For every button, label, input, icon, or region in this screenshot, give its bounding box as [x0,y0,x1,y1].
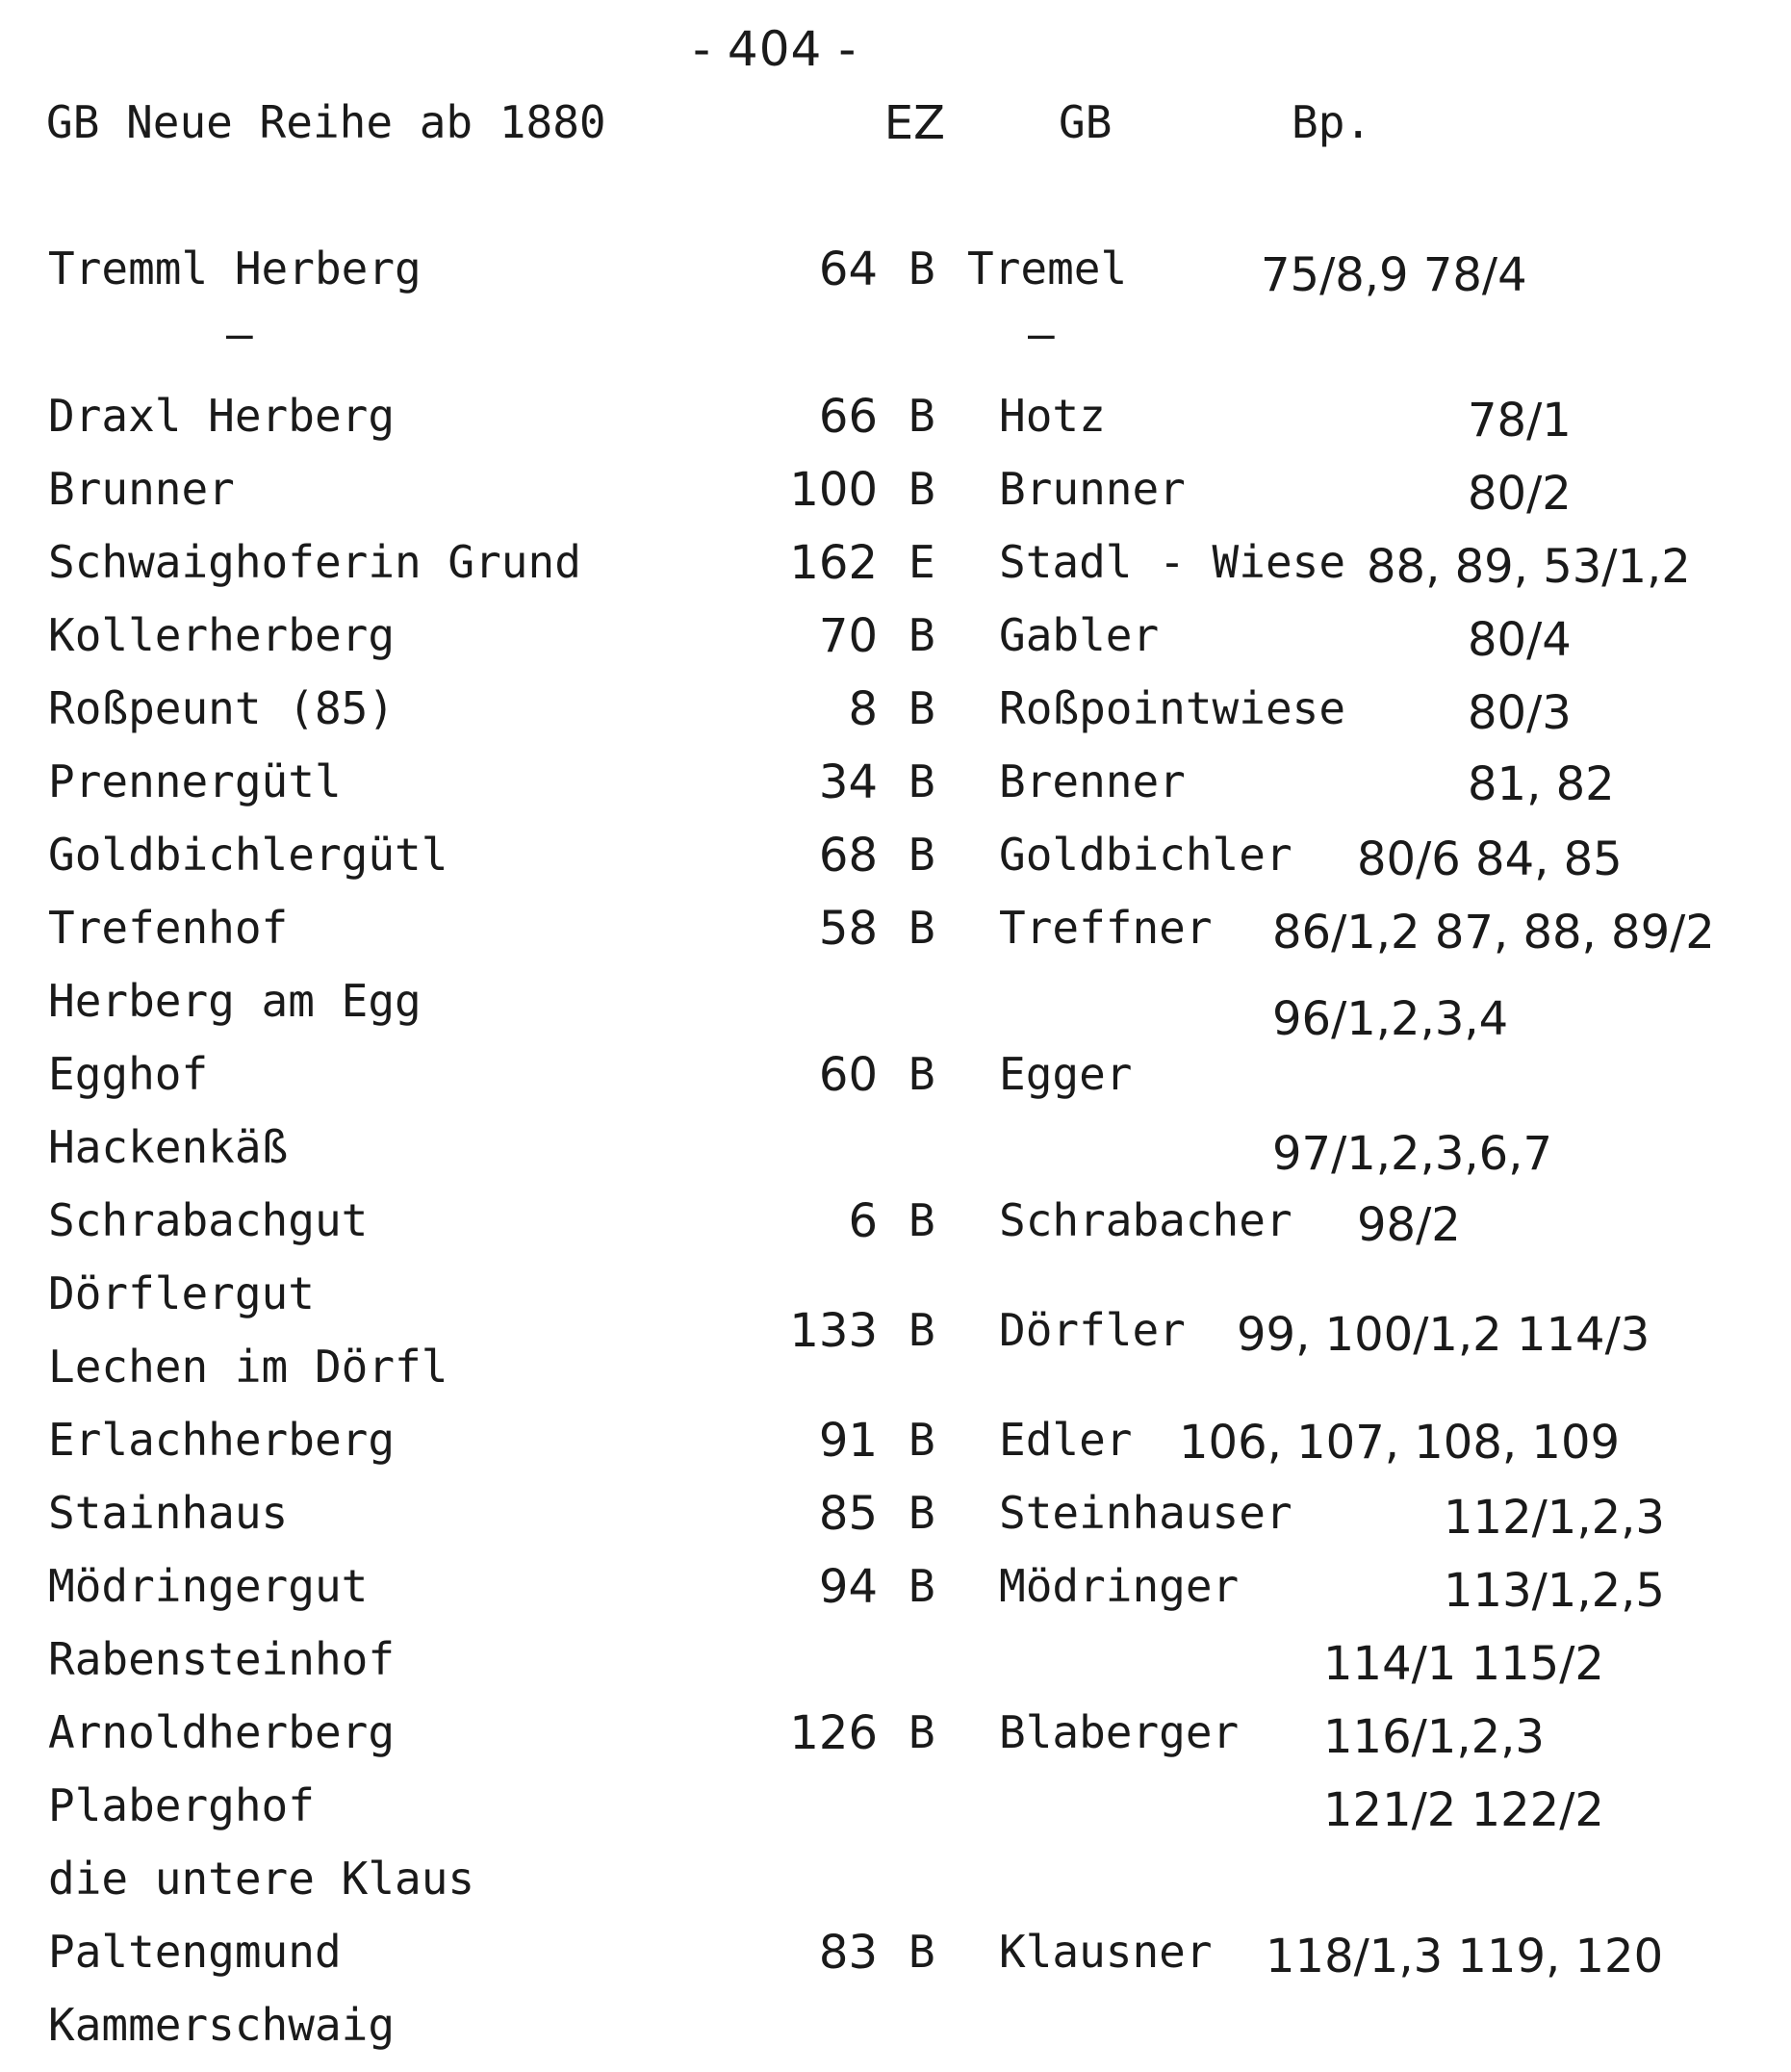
table-row [0,536,1791,609]
ez-number: 58 [818,902,878,956]
header-title: GB Neue Reihe ab 1880 [46,96,606,148]
ez-number: 85 [818,1487,878,1541]
entry-type: B [908,902,935,954]
parcel-numbers: 112/1,2,3 [1444,1491,1665,1545]
farm-name: Stainhaus [48,1487,289,1539]
farm-name: Arnoldherberg [48,1706,396,1758]
entry-type: B [908,1487,935,1539]
parcel-numbers: 86/1,2 87, 88, 89/2 [1272,906,1715,959]
table-row [0,1999,1791,2072]
ez-number: 70 [818,609,878,663]
parcel-numbers: 88, 89, 53/1,2 [1367,540,1691,594]
table-row [0,1853,1791,1926]
table-row [0,390,1791,463]
owner-name: Brunner [999,463,1186,515]
farm-name: die untere Klaus [48,1853,475,1905]
table-row [0,1048,1791,1121]
entry-type: B [908,463,935,515]
farm-name: Dörflergut [48,1267,315,1319]
table-row [0,682,1791,755]
parcel-numbers: 75/8,9 78/4 [1261,248,1527,302]
ditto-dash: – [1028,308,1055,360]
owner-name: Mödringer [999,1560,1240,1612]
owner-name: Dörfler [999,1304,1186,1356]
ez-number: 100 [789,463,878,517]
header-bp: Bp. [1292,96,1372,148]
entry-type: B [908,1926,935,1978]
table-row [0,1341,1791,1414]
owner-name: Brenner [999,755,1186,807]
farm-name: Kollerherberg [48,609,396,661]
parcel-numbers: 80/3 [1468,686,1572,740]
ez-number: 68 [818,829,878,883]
farm-name: Goldbichlergütl [48,829,448,881]
farm-name: Herberg am Egg [48,975,422,1027]
ez-number: 133 [789,1304,878,1358]
farm-name: Draxl Herberg [48,390,396,442]
header-gb: GB [1059,96,1113,148]
table-row [0,755,1791,829]
ez-number: 6 [848,1194,878,1248]
table-row [0,902,1791,975]
parcel-numbers: 96/1,2,3,4 [1272,992,1509,1046]
ez-number: 66 [818,390,878,444]
farm-name: Roßpeunt (85) [48,682,396,734]
parcel-numbers: 114/1 115/2 [1323,1637,1604,1691]
owner-name: Blaberger [999,1706,1240,1758]
page-number: - 404 - [693,21,857,77]
farm-name: Rabensteinhof [48,1633,396,1685]
farm-name: Kammerschwaig [48,1999,396,2051]
entry-type: B [908,1414,935,1466]
farm-name: Paltengmund [48,1926,342,1978]
table-row [0,1194,1791,1267]
table-row [0,1560,1791,1633]
ez-number: 126 [789,1706,878,1760]
owner-name: Steinhauser [999,1487,1292,1539]
owner-name: Egger [999,1048,1133,1100]
table-row [0,1779,1791,1853]
entry-type: B [908,1194,935,1246]
entry-type: B [908,682,935,734]
entry-type: B [908,243,935,294]
owner-name: Hotz [999,390,1106,442]
parcel-numbers: 121/2 122/2 [1323,1783,1604,1837]
entry-type: B [908,1560,935,1612]
owner-name: Klausner [999,1926,1213,1978]
farm-name: Schwaighoferin Grund [48,536,581,588]
table-row [0,1414,1791,1487]
farm-name: Plaberghof [48,1779,315,1831]
owner-name: Gabler [999,609,1160,661]
ez-number: 8 [848,682,878,736]
ez-number: 34 [818,755,878,809]
ez-number: 64 [818,243,878,296]
owner-name: Roßpointwiese [999,682,1346,734]
owner-name: Schrabacher [999,1194,1292,1246]
table-row [0,243,1791,316]
farm-name: Brunner [48,463,235,515]
ez-number: 83 [818,1926,878,1980]
header-ez: EZ [883,96,945,150]
entry-type: B [908,1048,935,1100]
parcel-numbers: 116/1,2,3 [1323,1710,1545,1764]
parcel-numbers: 81, 82 [1468,757,1615,811]
farm-name: Tremml Herberg [48,243,422,294]
parcel-numbers: 97/1,2,3,6,7 [1272,1127,1552,1181]
owner-name: Tremel [967,243,1128,294]
entry-type: B [908,390,935,442]
farm-name: Prennergütl [48,755,342,807]
farm-name: Lechen im Dörfl [48,1341,448,1393]
ez-number: 91 [818,1414,878,1468]
parcel-numbers: 78/1 [1468,394,1572,448]
table-row [0,1633,1791,1706]
parcel-numbers: 118/1,3 119, 120 [1266,1930,1664,1983]
parcel-numbers: 80/6 84, 85 [1357,832,1623,886]
parcel-numbers: 80/2 [1468,467,1572,521]
table-row [0,1121,1791,1194]
table-row [0,463,1791,536]
owner-name: Goldbichler [999,829,1292,881]
table-row [0,1487,1791,1560]
ez-number: 94 [818,1560,878,1614]
ez-number: 60 [818,1048,878,1102]
table-row [0,609,1791,682]
table-row [0,1706,1791,1779]
farm-name: Mödringergut [48,1560,369,1612]
owner-name: Treffner [999,902,1213,954]
farm-name: Hackenkäß [48,1121,289,1173]
parcel-numbers: 113/1,2,5 [1444,1564,1665,1618]
ez-number: 162 [789,536,878,590]
entry-type: E [908,536,935,588]
farm-name: Schrabachgut [48,1194,369,1246]
owner-name: Edler [999,1414,1133,1466]
parcel-numbers: 80/4 [1468,613,1572,667]
entry-type: B [908,829,935,881]
entry-type: B [908,1706,935,1758]
entry-type: B [908,1304,935,1356]
farm-name: Trefenhof [48,902,289,954]
table-row [0,975,1791,1048]
entry-type: B [908,609,935,661]
farm-name: Erlachherberg [48,1414,396,1466]
parcel-numbers: 99, 100/1,2 114/3 [1237,1308,1650,1362]
parcel-numbers: 106, 107, 108, 109 [1179,1416,1621,1470]
owner-name: Stadl - Wiese [999,536,1346,588]
farm-name: Egghof [48,1048,209,1100]
entry-type: B [908,755,935,807]
table-row [0,829,1791,902]
ditto-dash: – [226,308,253,360]
parcel-numbers: 98/2 [1357,1198,1461,1252]
table-row [0,1926,1791,1999]
